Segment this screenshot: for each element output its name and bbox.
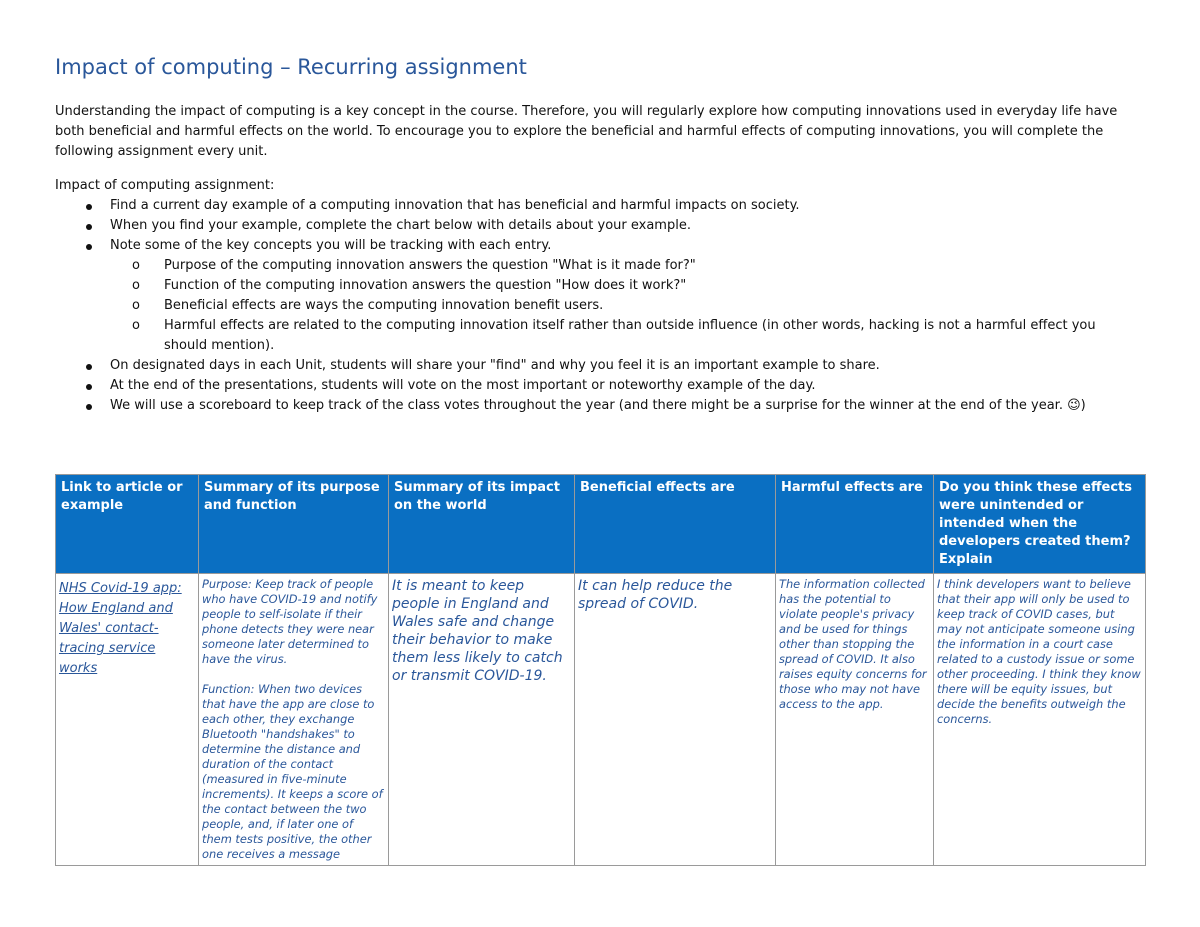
bullet-icon: [86, 204, 92, 210]
list-item: [55, 376, 1135, 396]
list-item-text: Find a current day example of a computing innovation that has beneficial and harmful impacts on society.: [110, 198, 800, 213]
circle-bullet-icon: o: [132, 258, 140, 273]
circle-bullet-icon: o: [132, 318, 140, 333]
list-item: [55, 356, 1135, 376]
function-text: Function: When two devices that have the app are close to each other, they exchange Bluetooth "handshakes" to determine the distance and duration of the contact (measured in five-minute increments). It keeps a score of the contact between the two people, and, if later one of them tests positive, the other one receives a message: [202, 682, 383, 861]
key-concepts-list: [110, 256, 1135, 356]
list-heading: Impact of computing assignment:: [55, 178, 275, 193]
bullet-icon: [86, 384, 92, 390]
link-cell: [56, 574, 199, 866]
assignment-list: [55, 196, 1135, 416]
bullet-icon: [86, 364, 92, 370]
list-item-text: At the end of the presentations, students will vote on the most important or noteworthy example of the day.: [110, 378, 816, 393]
sub-list-item: [110, 276, 1135, 296]
header-harmful: Harmful effects are: [776, 475, 934, 574]
article-link[interactable]: NHS Covid-19 app: How England and Wales' contact-tracing service works: [59, 581, 182, 676]
sub-list-item-text: Function of the computing innovation answers the question "How does it work?": [164, 278, 687, 293]
list-item: [55, 396, 1135, 416]
bullet-icon: [86, 224, 92, 230]
table-header-row: [56, 475, 1146, 574]
circle-bullet-icon: o: [132, 298, 140, 313]
sub-list-item-text: Beneficial effects are ways the computing innovation benefit users.: [164, 298, 604, 313]
harmful-cell: The information collected has the potential to violate people's privacy and be used for things other than stopping the spread of COVID. It also raises equity concerns for those who may not have access to the app.: [776, 574, 934, 866]
list-item-text: We will use a scoreboard to keep track of the class votes throughout the year (and there might be a surprise for the winner at the end of the year. 😉): [110, 398, 1086, 413]
header-beneficial: Beneficial effects are: [575, 475, 776, 574]
impact-table: [55, 474, 1146, 866]
header-impact: Summary of its impact on the world: [389, 475, 575, 574]
sub-list-item: [110, 296, 1135, 316]
sub-list-item: [110, 256, 1135, 276]
sub-list-item-text: Harmful effects are related to the computing innovation itself rather than outside influence (in other words, hacking is not a harmful effect you should mention).: [164, 318, 1096, 353]
bullet-icon: [86, 244, 92, 250]
list-item: [55, 196, 1135, 216]
beneficial-cell: It can help reduce the spread of COVID.: [575, 574, 776, 866]
header-intended: Do you think these effects were unintended or intended when the developers created them? Explain: [934, 475, 1146, 574]
intro-paragraph: Understanding the impact of computing is a key concept in the course. Therefore, you will regularly explore how computing innovations used in everyday life have both beneficial and harmful effects on the world. To encourage you to explore the beneficial and harmful effects of computing innovations, you will complete the following assignment every unit.: [55, 104, 1118, 159]
header-purpose-function: Summary of its purpose and function: [199, 475, 389, 574]
sub-list-item: [110, 316, 1135, 356]
table-row: [56, 574, 1146, 866]
page-title: Impact of computing – Recurring assignment: [55, 55, 527, 79]
list-item-text: Note some of the key concepts you will be tracking with each entry.: [110, 238, 552, 253]
sub-list-item-text: Purpose of the computing innovation answers the question "What is it made for?": [164, 258, 696, 273]
intended-cell: I think developers want to believe that their app will only be used to keep track of COVID cases, but may not anticipate someone using the information in a court case related to a custody issue or some other proceeding. I think they know there will be equity issues, but decide the benefits outweigh the concerns.: [934, 574, 1146, 866]
purpose-text: Purpose: Keep track of people who have COVID-19 and notify people to self-isolate if their phone detects they were near someone later determined to have the virus.: [202, 577, 378, 666]
list-item-text: On designated days in each Unit, students will share your "find" and why you feel it is an important example to share.: [110, 358, 880, 373]
circle-bullet-icon: o: [132, 278, 140, 293]
list-item: [55, 216, 1135, 236]
list-item-text: When you find your example, complete the chart below with details about your example.: [110, 218, 691, 233]
impact-cell: It is meant to keep people in England and Wales safe and change their behavior to make them less likely to catch or transmit COVID-19.: [389, 574, 575, 866]
bullet-icon: [86, 404, 92, 410]
header-link: Link to article or example: [56, 475, 199, 574]
purpose-function-cell: [199, 574, 389, 866]
list-item: [55, 236, 1135, 356]
